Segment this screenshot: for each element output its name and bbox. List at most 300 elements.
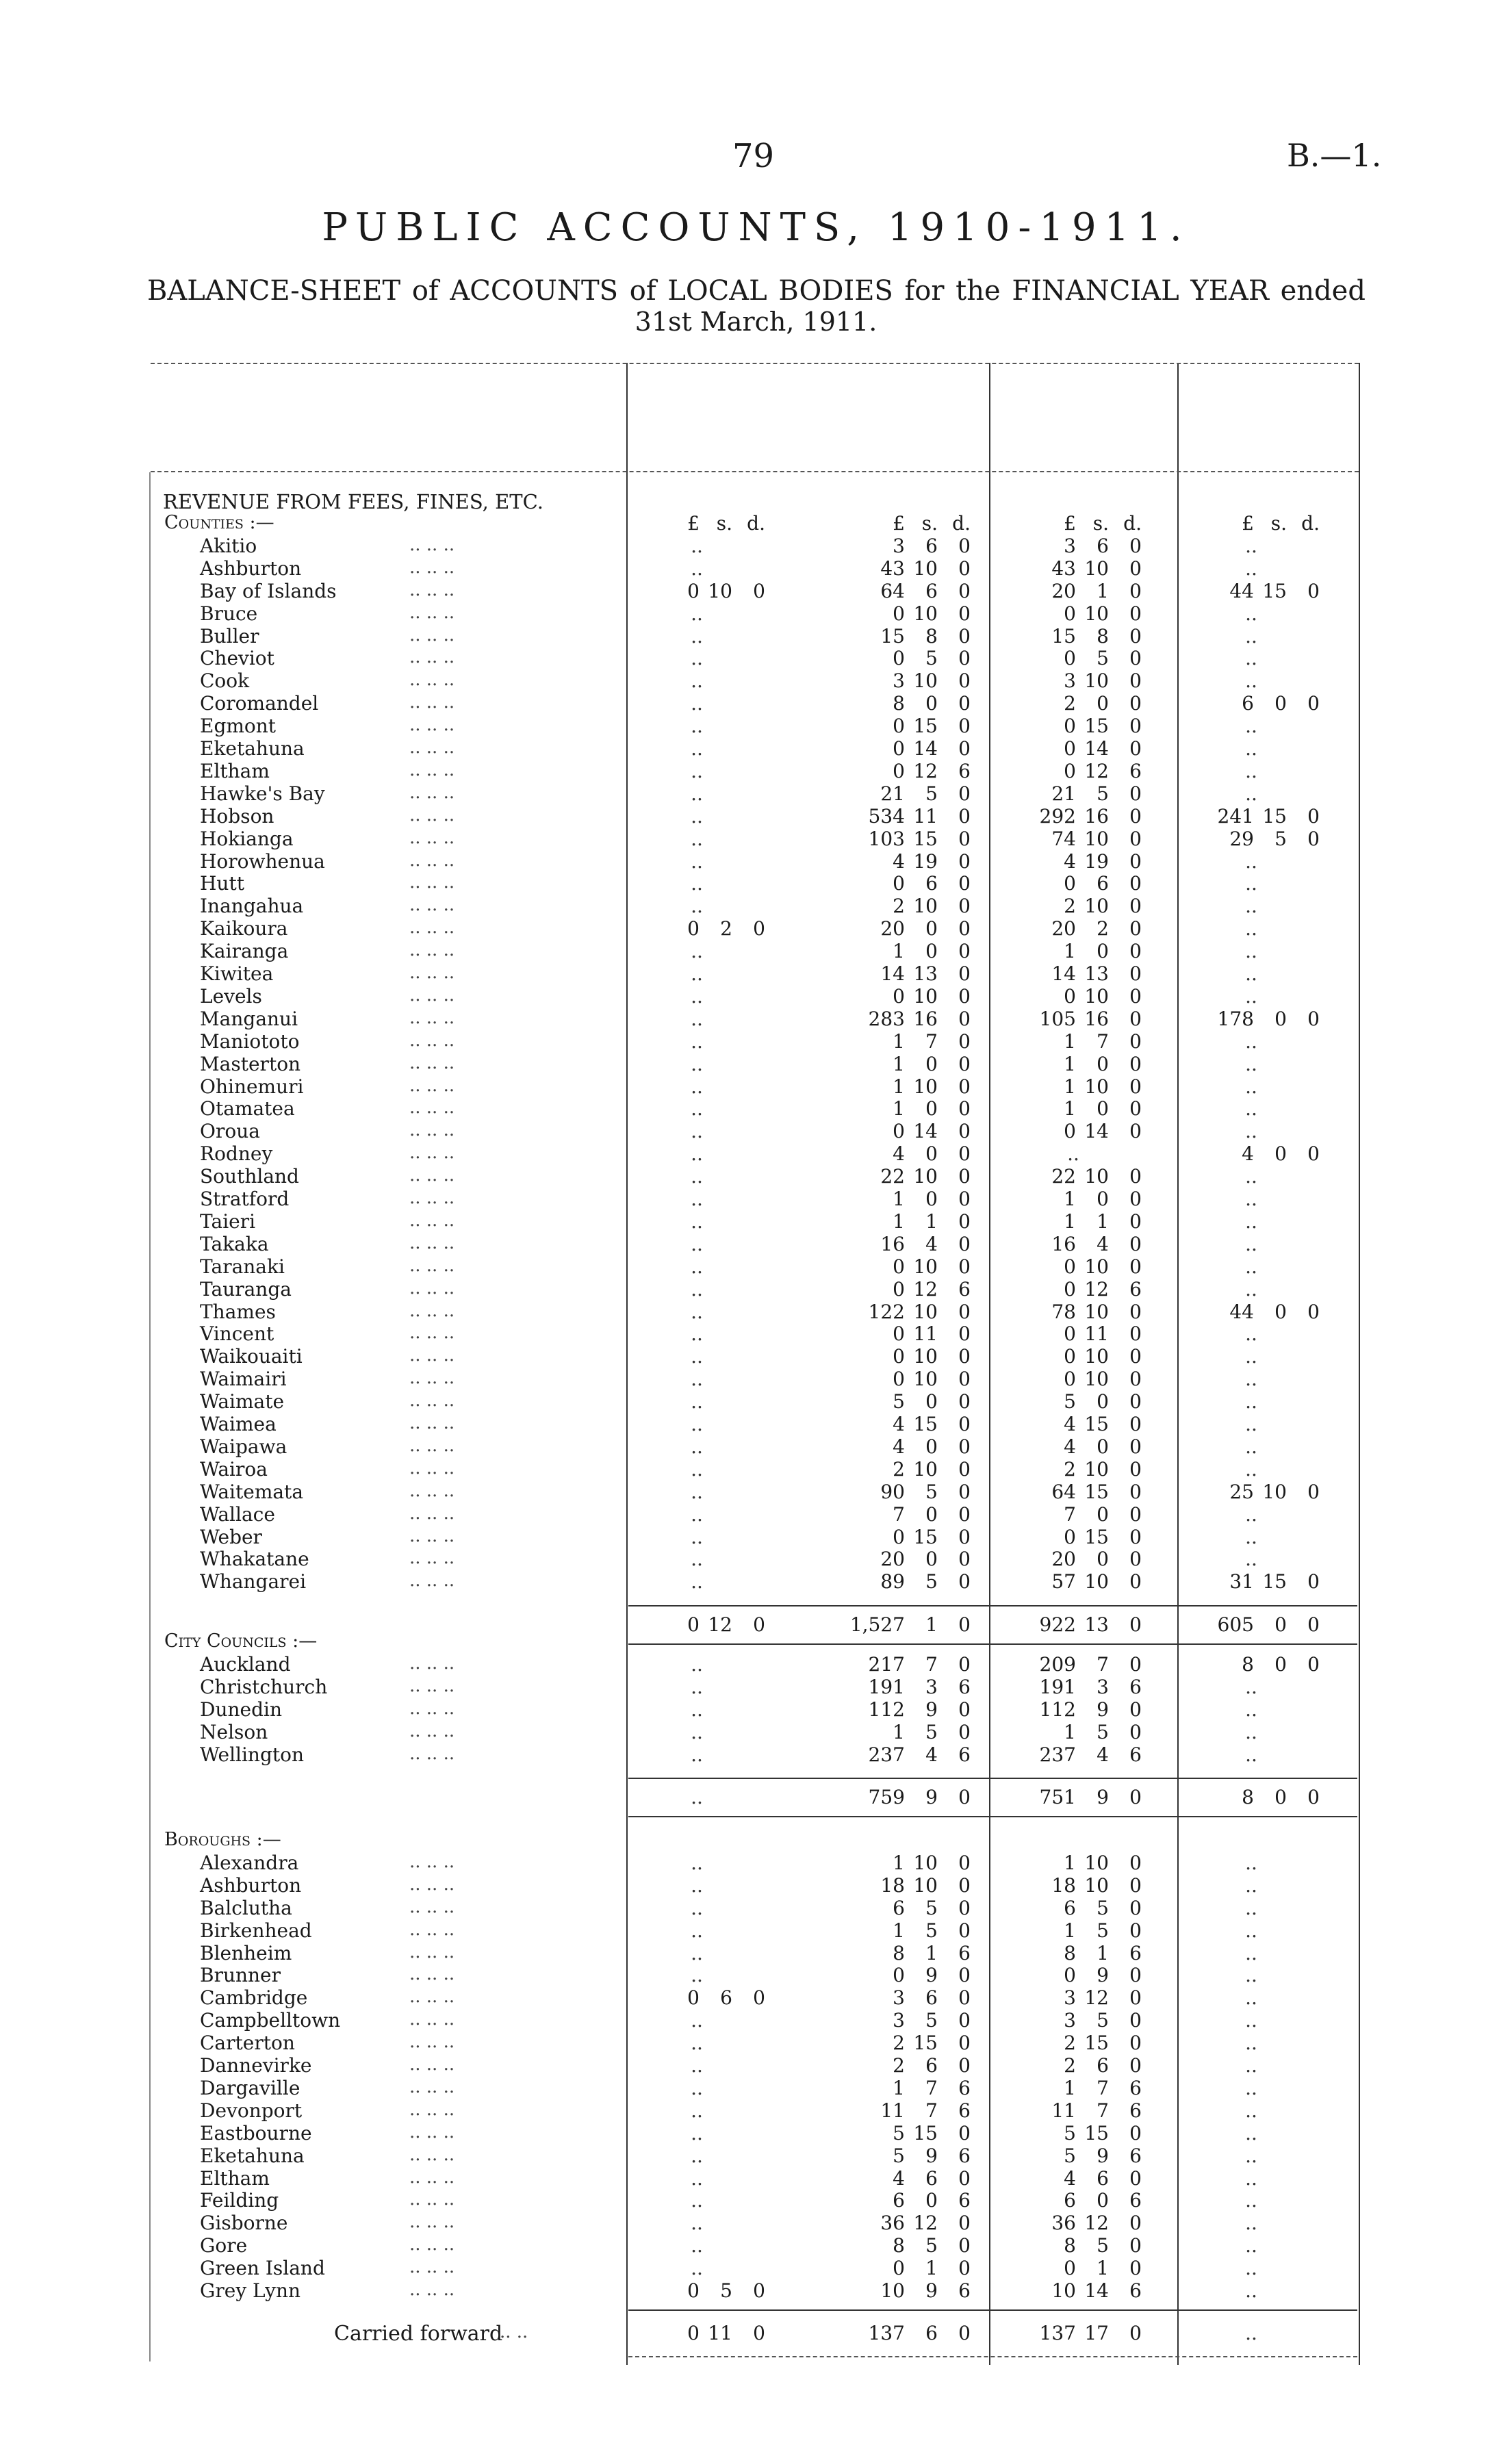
nil-value: .. (1245, 1345, 1257, 1368)
leader-dots: .. .. .. (409, 1209, 455, 1231)
nil-value: .. (691, 1300, 703, 1323)
nil-value: .. (691, 1322, 703, 1346)
nil-value: .. (1245, 1548, 1257, 1571)
shillings-value: 9 (925, 1786, 938, 1809)
shillings-value: 0 (1274, 1786, 1287, 1809)
nil-value: .. (691, 1525, 703, 1548)
pounds-value: 0 (893, 984, 905, 1008)
shillings-value: 0 (925, 2189, 938, 2212)
shillings-value: 10 (913, 669, 938, 693)
unit-label: £ (1064, 512, 1076, 535)
money-cell (1183, 805, 1320, 828)
nil-value: .. (1245, 2032, 1257, 2055)
nil-value: .. (691, 715, 703, 738)
pence-value: 0 (753, 1986, 765, 2010)
leader-dots: .. .. .. (409, 1698, 455, 1719)
pence-value: 6 (1129, 759, 1142, 782)
pence-value: 0 (958, 2054, 971, 2077)
money-cell (1005, 602, 1142, 626)
nil-value: .. (1245, 1964, 1257, 1987)
nil-marker (628, 1075, 765, 1099)
nil-marker (628, 2257, 765, 2280)
money-cell (1005, 985, 1142, 1008)
money-cell (1183, 580, 1320, 603)
row-label: Vincent (200, 1322, 274, 1346)
pounds-value: 5 (893, 1390, 905, 1413)
money-cell (834, 2054, 971, 2077)
nil-value: .. (691, 940, 703, 963)
nil-value: .. (691, 895, 703, 918)
pounds-value: 7 (893, 1502, 905, 1526)
nil-value: .. (691, 1435, 703, 1458)
shillings-value: 9 (1097, 1786, 1109, 1809)
pence-value: 0 (958, 804, 971, 828)
money-cell (1005, 2257, 1142, 2280)
nil-value: .. (1245, 1435, 1257, 1458)
pence-value: 0 (958, 917, 971, 940)
pence-value: 0 (1307, 1300, 1320, 1323)
shillings-value: 6 (925, 1986, 938, 2010)
money-cell (1183, 692, 1320, 715)
shillings-value: 0 (1097, 1390, 1109, 1413)
pence-value: 0 (753, 2279, 765, 2302)
pence-value: 0 (1129, 602, 1142, 625)
pounds-value: 1 (893, 1029, 905, 1053)
money-cell (834, 2257, 971, 2280)
nil-marker (628, 1413, 765, 1436)
money-cell (1005, 1368, 1142, 1391)
nil-value: .. (691, 849, 703, 873)
nil-marker (1183, 1210, 1320, 1233)
nil-marker (628, 1188, 765, 1211)
nil-marker (1183, 2257, 1320, 2280)
pounds-value: 44 (1229, 579, 1254, 602)
nil-marker (628, 1120, 765, 1143)
nil-marker (1183, 917, 1320, 940)
shillings-value: 12 (1084, 759, 1109, 782)
shillings-value: 10 (1084, 1165, 1109, 1188)
leader-dots: .. .. .. (409, 647, 455, 668)
row-label: Gisborne (200, 2212, 288, 2235)
row-label: Waipawa (200, 1435, 287, 1458)
pounds-value: 0 (893, 1120, 905, 1143)
money-cell (834, 1210, 971, 1233)
shillings-value: 10 (1084, 1255, 1109, 1278)
shillings-value: 10 (1262, 1480, 1287, 1503)
pounds-value: 44 (1229, 1300, 1254, 1323)
money-cell (834, 602, 971, 626)
document-reference: B.—1. (1287, 137, 1382, 174)
nil-value: .. (691, 1097, 703, 1121)
pounds-value: 751 (1039, 1786, 1076, 1809)
shillings-value: 7 (1097, 1029, 1109, 1053)
nil-marker (1183, 669, 1320, 693)
pounds-value: 6 (893, 2189, 905, 2212)
pence-value: 0 (1129, 917, 1142, 940)
shillings-value: 1 (1097, 579, 1109, 602)
shillings-value: 15 (913, 2121, 938, 2145)
nil-value: .. (1245, 1029, 1257, 1053)
money-cell (1005, 1786, 1142, 1809)
nil-marker (628, 1368, 765, 1391)
row-label: Ohinemuri (200, 1075, 304, 1098)
leader-dots: .. .. .. (409, 1052, 455, 1073)
pounds-value: 0 (1064, 1120, 1076, 1143)
shillings-value: 14 (913, 1120, 938, 1143)
shillings-value: 9 (925, 2144, 938, 2167)
pounds-value: 16 (880, 1232, 905, 1255)
nil-value: .. (1245, 1698, 1257, 1721)
subtotal-rule (628, 1605, 1357, 1606)
leader-dots: .. .. .. (409, 1986, 455, 2008)
pence-value: 0 (1129, 1007, 1142, 1030)
nil-value: .. (691, 1698, 703, 1721)
shillings-value: 5 (925, 782, 938, 805)
shillings-value: 10 (913, 1165, 938, 1188)
money-cell (1005, 1165, 1142, 1188)
nil-value: .. (691, 1052, 703, 1075)
shillings-value: 15 (913, 827, 938, 850)
money-cell (834, 737, 971, 760)
nil-marker (1183, 1053, 1320, 1076)
nil-value: .. (691, 962, 703, 985)
pounds-value: 112 (1039, 1698, 1076, 1721)
subtitle-word: for (904, 275, 945, 307)
money-cell (1005, 625, 1142, 648)
pence-value: 0 (1129, 1613, 1142, 1637)
row-label: Kaikoura (200, 917, 288, 940)
pence-value: 0 (958, 1525, 971, 1548)
shillings-value: 2 (1097, 917, 1109, 940)
pence-value: 0 (1307, 1480, 1320, 1503)
money-cell (1005, 2212, 1142, 2235)
pence-value: 0 (1129, 669, 1142, 693)
shillings-value: 0 (1097, 1435, 1109, 1458)
shillings-value: 15 (1084, 2032, 1109, 2055)
pounds-value: 4 (893, 2166, 905, 2190)
shillings-value: 4 (1097, 1232, 1109, 1255)
shillings-value: 10 (1084, 602, 1109, 625)
pounds-value: 0 (893, 715, 905, 738)
subtitle-word: BALANCE-SHEET (147, 275, 401, 307)
unit-label: d. (1301, 512, 1320, 535)
pence-value: 0 (958, 556, 971, 580)
shillings-value: 5 (925, 2234, 938, 2257)
pence-value: 0 (1129, 1896, 1142, 1919)
pence-value: 0 (1129, 1548, 1142, 1571)
nil-marker (628, 760, 765, 783)
nil-value: .. (1245, 1322, 1257, 1346)
shillings-value: 12 (913, 759, 938, 782)
pence-value: 0 (1129, 624, 1142, 648)
money-cell (1183, 1301, 1320, 1324)
nil-value: .. (1245, 872, 1257, 895)
nil-value: .. (1245, 669, 1257, 693)
pounds-value: 292 (1039, 804, 1076, 828)
pounds-value: 2 (1064, 1457, 1076, 1481)
shillings-value: 3 (1097, 1675, 1109, 1698)
nil-value: .. (691, 1209, 703, 1233)
nil-value: .. (1245, 1941, 1257, 1964)
nil-value: .. (1245, 849, 1257, 873)
shillings-value: 14 (913, 737, 938, 760)
nil-marker (1183, 1986, 1320, 2010)
money-cell (1005, 782, 1142, 806)
shillings-value: 12 (913, 1277, 938, 1301)
nil-value: .. (691, 1941, 703, 1964)
money-cell (628, 2279, 765, 2303)
money-cell (1005, 2009, 1142, 2032)
nil-value: .. (1245, 2076, 1257, 2099)
pence-value: 0 (1307, 1570, 1320, 1593)
row-label: Grey Lynn (200, 2279, 301, 2302)
leader-dots: .. .. .. (409, 1502, 455, 1524)
pence-value: 6 (1129, 1941, 1142, 1964)
nil-marker (1183, 2234, 1320, 2257)
nil-marker (1183, 895, 1320, 918)
money-cell (1005, 1345, 1142, 1368)
shillings-value: 0 (1097, 2189, 1109, 2212)
money-cell (1183, 1786, 1320, 1809)
money-cell (834, 872, 971, 895)
pence-value: 0 (958, 782, 971, 805)
nil-marker (628, 872, 765, 895)
nil-value: .. (1245, 1413, 1257, 1435)
money-cell (1005, 1278, 1142, 1301)
pounds-value: 1 (1064, 1029, 1076, 1053)
row-label: Dannevirke (200, 2054, 312, 2077)
pounds-value: 64 (1051, 1480, 1076, 1503)
pence-value: 6 (1129, 1743, 1142, 1766)
pence-value: 0 (958, 984, 971, 1008)
pounds-value: 0 (1064, 1322, 1076, 1346)
pounds-value: 922 (1039, 1613, 1076, 1637)
money-cell (1005, 2122, 1142, 2145)
nil-value: .. (691, 1029, 703, 1053)
row-label: Kairanga (200, 940, 289, 963)
nil-value: .. (1245, 1720, 1257, 1743)
row-label: Auckland (200, 1652, 291, 1676)
money-cell (834, 782, 971, 806)
pence-value: 0 (1129, 962, 1142, 985)
pounds-value: 20 (1051, 579, 1076, 602)
row-label: Eketahuna (200, 737, 305, 760)
money-cell (834, 1986, 971, 2010)
nil-value: .. (1245, 1075, 1257, 1098)
money-cell (834, 580, 971, 603)
nil-value: .. (691, 1255, 703, 1278)
nil-marker (1183, 1368, 1320, 1391)
pence-value: 0 (1307, 804, 1320, 828)
pence-value: 0 (1129, 1232, 1142, 1255)
subtitle-line-2: 31st March, 1911. (635, 307, 877, 337)
section-title: REVENUE FROM FEES, FINES, ETC. (163, 490, 543, 513)
nil-value: .. (1245, 1896, 1257, 1919)
pence-value: 0 (1307, 579, 1320, 602)
nil-marker (628, 1322, 765, 1346)
shillings-value: 15 (1084, 2121, 1109, 2145)
money-cell (628, 1613, 765, 1637)
pounds-value: 0 (687, 917, 700, 940)
shillings-value: 7 (1097, 2076, 1109, 2099)
pounds-value: 14 (880, 962, 905, 985)
leader-dots: .. .. .. (409, 872, 455, 893)
money-cell (1005, 737, 1142, 760)
nil-marker (1183, 625, 1320, 648)
nil-marker (628, 940, 765, 963)
pence-value: 0 (958, 1300, 971, 1323)
pounds-value: 4 (893, 1435, 905, 1458)
pounds-value: 209 (1039, 1652, 1076, 1676)
pounds-value: 1 (1064, 1075, 1076, 1098)
money-cell (628, 1986, 765, 2010)
nil-value: .. (691, 1007, 703, 1030)
pence-value: 0 (958, 1165, 971, 1188)
money-cell (1005, 1570, 1142, 1593)
nil-marker (1183, 1075, 1320, 1099)
nil-value: .. (691, 1548, 703, 1571)
nil-marker (1183, 2077, 1320, 2100)
row-label: Feilding (200, 2189, 279, 2212)
nil-marker (1183, 1942, 1320, 1965)
pence-value: 0 (753, 579, 765, 602)
nil-marker (1183, 1743, 1320, 1767)
row-label: Bruce (200, 602, 258, 625)
pence-value: 6 (958, 2189, 971, 2212)
pounds-value: 5 (1064, 2121, 1076, 2145)
pounds-value: 5 (893, 2144, 905, 2167)
money-cell (834, 1390, 971, 1413)
carried-forward-label: Carried forward (334, 2322, 503, 2346)
leader-dots: .. .. .. (409, 1413, 455, 1433)
pounds-value: 0 (893, 872, 905, 895)
nil-value: .. (1245, 1743, 1257, 1766)
money-cell (834, 1435, 971, 1459)
column-rule (1359, 363, 1360, 2365)
pounds-value: 0 (687, 579, 700, 602)
nil-marker (1183, 2054, 1320, 2077)
pence-value: 0 (1129, 2009, 1142, 2032)
pence-value: 0 (958, 2009, 971, 2032)
pence-value: 0 (1129, 692, 1142, 715)
pounds-value: 8 (893, 1941, 905, 1964)
nil-value: .. (1245, 2166, 1257, 2190)
shillings-value: 5 (1097, 782, 1109, 805)
pence-value: 0 (958, 1964, 971, 1987)
pounds-value: 31 (1229, 1570, 1254, 1593)
nil-value: .. (1245, 1255, 1257, 1278)
nil-value: .. (1245, 1851, 1257, 1874)
shillings-value: 6 (1097, 872, 1109, 895)
pounds-value: 4 (1064, 2166, 1076, 2190)
nil-marker (1183, 1322, 1320, 1346)
shillings-value: 14 (1084, 2279, 1109, 2302)
pounds-value: 1 (1064, 1851, 1076, 1874)
money-cell (834, 1413, 971, 1436)
pounds-value: 1 (893, 940, 905, 963)
leader-dots: .. .. .. (409, 1255, 455, 1276)
shillings-value: 10 (1084, 1300, 1109, 1323)
pounds-value: 90 (880, 1480, 905, 1503)
shillings-value: 5 (1274, 827, 1287, 850)
shillings-value: 9 (925, 2279, 938, 2302)
pounds-value: 0 (893, 1964, 905, 1987)
money-cell (834, 1008, 971, 1031)
money-cell (834, 1368, 971, 1391)
money-cell (834, 1233, 971, 1256)
shillings-value: 11 (913, 1322, 938, 1346)
pounds-value: 11 (1051, 2099, 1076, 2122)
row-label: Thames (200, 1300, 276, 1323)
row-label: Gore (200, 2234, 248, 2257)
pence-value: 0 (958, 1120, 971, 1143)
nil-marker (628, 1570, 765, 1593)
pounds-value: 1 (893, 2076, 905, 2099)
nil-marker (628, 1345, 765, 1368)
shillings-value: 0 (925, 1390, 938, 1413)
nil-value: .. (691, 624, 703, 648)
pounds-value: 0 (893, 759, 905, 782)
money-cell (628, 580, 765, 603)
nil-value: .. (1245, 2234, 1257, 2257)
pence-value: 0 (1129, 1368, 1142, 1391)
pounds-value: 105 (1039, 1007, 1076, 1030)
shillings-value: 12 (1084, 1277, 1109, 1301)
pounds-value: 15 (880, 624, 905, 648)
money-cell (1005, 1008, 1142, 1031)
nil-marker (1183, 1526, 1320, 1549)
pounds-value: 0 (893, 737, 905, 760)
row-label: Taranaki (200, 1255, 285, 1278)
money-cell (1005, 2145, 1142, 2168)
nil-value: .. (1245, 1675, 1257, 1698)
row-label: Devonport (200, 2099, 303, 2122)
pence-value: 0 (1129, 1165, 1142, 1188)
nil-marker (1183, 850, 1320, 873)
nil-value: .. (691, 1188, 703, 1210)
pence-value: 0 (1307, 1613, 1320, 1637)
pounds-value: 0 (1064, 759, 1076, 782)
nil-marker (1183, 2212, 1320, 2235)
pence-value: 6 (1129, 2189, 1142, 2212)
row-label: Christchurch (200, 1675, 328, 1698)
pence-value: 0 (958, 1570, 971, 1593)
pounds-value: 43 (880, 556, 905, 580)
nil-value: .. (1245, 2144, 1257, 2167)
leader-dots: .. .. .. (409, 2099, 455, 2120)
pounds-value: 20 (1051, 917, 1076, 940)
pence-value: 0 (958, 895, 971, 918)
currency-units (1183, 512, 1320, 535)
leader-dots: .. .. .. (409, 1525, 455, 1546)
shillings-value: 0 (925, 1142, 938, 1166)
row-label: Cheviot (200, 647, 274, 670)
nil-value: .. (691, 647, 703, 670)
pence-value: 6 (1129, 2099, 1142, 2122)
row-label: Hokianga (200, 827, 294, 850)
nil-value: .. (691, 2166, 703, 2190)
pounds-value: 36 (1051, 2212, 1076, 2235)
nil-value: .. (1245, 1277, 1257, 1301)
pence-value: 6 (1129, 1277, 1142, 1301)
nil-value: .. (1245, 2009, 1257, 2032)
pence-value: 0 (958, 1435, 971, 1458)
money-cell (1183, 1653, 1320, 1676)
money-cell (1005, 2032, 1142, 2055)
nil-value: .. (691, 1720, 703, 1743)
shillings-value: 0 (925, 1097, 938, 1121)
leader-dots: .. .. .. (409, 759, 455, 780)
